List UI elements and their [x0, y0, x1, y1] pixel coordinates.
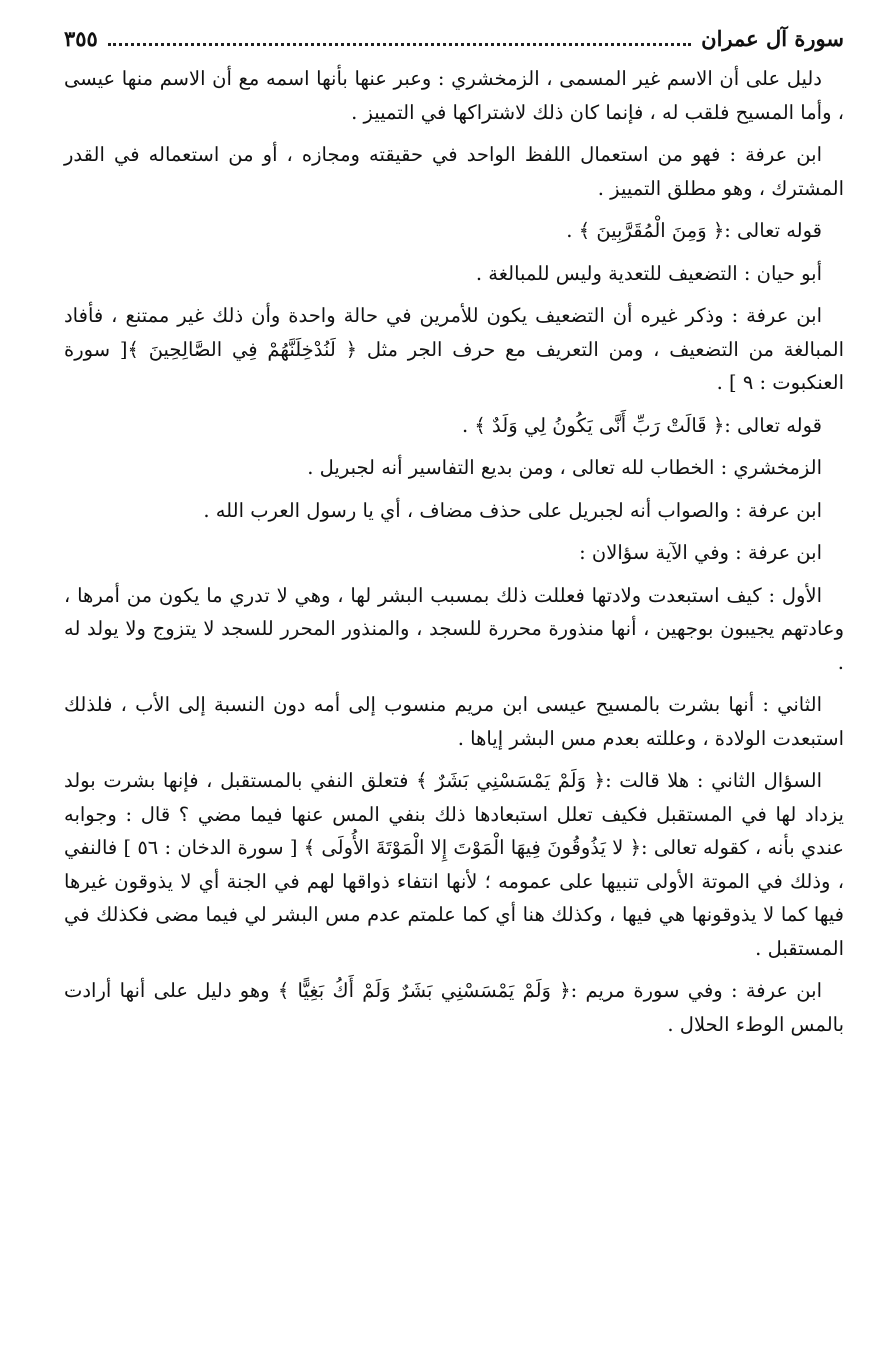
paragraph: قوله تعالى :﴿ قَالَتْ رَبِّ أَنَّى يَكُونُ لِي وَلَدٌ ﴾ .: [462, 413, 822, 437]
paragraph: الثاني : أنها بشرت بالمسيح عيسى ابن مريم منسوب إلى أمه دون النسبة إلى الأب ، فلذلك استبعدت الولادة ، وعللته بعدم مس البشر إياها .: [64, 693, 844, 750]
surah-title: سورة آل عمران: [701, 25, 844, 51]
paragraph: ابن عرفة : فهو من استعمال اللفظ الواحد في حقيقته ومجازه ، أو من استعماله في القدر المشترك ، وهو مطلق التمييز .: [64, 143, 844, 200]
paragraph: دليل على أن الاسم غير المسمى ، الزمخشري : وعبر عنها بأنها اسمه مع أن الاسم منها عيسى ، وأما المسيح فلقب له ، فإنما كان ذلك لاشتراكها في التمييز .: [64, 67, 844, 124]
book-page: [64, 18, 844, 1050]
page-number: ٣٥٥: [64, 25, 98, 51]
paragraph: الأول : كيف استبعدت ولادتها فعللت ذلك بمسبب البشر لها ، وهي لا تدري ما يكون من أمرها ، وعادتهم يجيبون بوجهين ، أنها منذورة محررة للسجد ، والمنذور المحرر للسجد لا يتزوج ولا يولد له .: [64, 583, 844, 674]
paragraph: أبو حيان : التضعيف للتعدية وليس للمبالغة .: [475, 261, 822, 285]
paragraph: ابن عرفة : وفي سورة مريم :﴿ وَلَمْ يَمْسَسْنِي بَشَرٌ وَلَمْ أَكُ بَغِيًّا ﴾ وهو دليل على أنها أرادت بالمس الوطء الحلال .: [64, 979, 844, 1036]
paragraph: السؤال الثاني : هلا قالت :﴿ وَلَمْ يَمْسَسْنِي بَشَرٌ ﴾ فتعلق النفي بالمستقبل ، فإنها بشرت بولد يزداد لها في المستقبل فكيف تعلل استبعادها ذلك بنفي المس عنها فيما مضي ؟ قال : وجوابه عندي بأنه ، كقوله تعالى :﴿ لا يَذُوقُونَ فِيهَا الْمَوْتَ إِلا الْمَوْتَةَ الأُولَى ﴾ [ سورة الدخان : ٥٦ ] فالنفي ، وذلك في الموتة الأولى تنبيها على عمومه ؛ لأنها انتفاء ذواقها لهم في الجنة أي لا يذوقون غيرها فيها كما لا يذوقونها هي فيها ، وكذلك هنا أي كما علمتم عدم مس البشر لي فيما مضى فكذلك في المستقبل .: [64, 769, 844, 960]
paragraph: قوله تعالى :﴿ وَمِنَ الْمُقَرَّبِينَ ﴾ .: [566, 219, 822, 242]
paragraph: الزمخشري : الخطاب لله تعالى ، ومن بديع التفاسير أنه لجبريل .: [307, 456, 822, 479]
paragraph: ابن عرفة : وفي الآية سؤالان :: [579, 541, 822, 564]
paragraph: ابن عرفة : وذكر غيره أن التضعيف يكون للأمرين في حالة واحدة وأن ذلك غير ممتنع ، فأفاد المبالغة من التضعيف ، ومن التعريف مع حرف الجر مثل ﴿ لَنُدْخِلَنَّهُمْ فِي الصَّالِحِينَ ﴾[ سورة العنكبوت : ٩ ] .: [64, 304, 844, 394]
running-header: [64, 18, 844, 58]
dotted-leader: [108, 31, 691, 46]
page-body: [64, 62, 844, 1041]
paragraph: ابن عرفة : والصواب أنه لجبريل على حذف مضاف ، أي يا رسول العرب الله .: [203, 498, 822, 522]
